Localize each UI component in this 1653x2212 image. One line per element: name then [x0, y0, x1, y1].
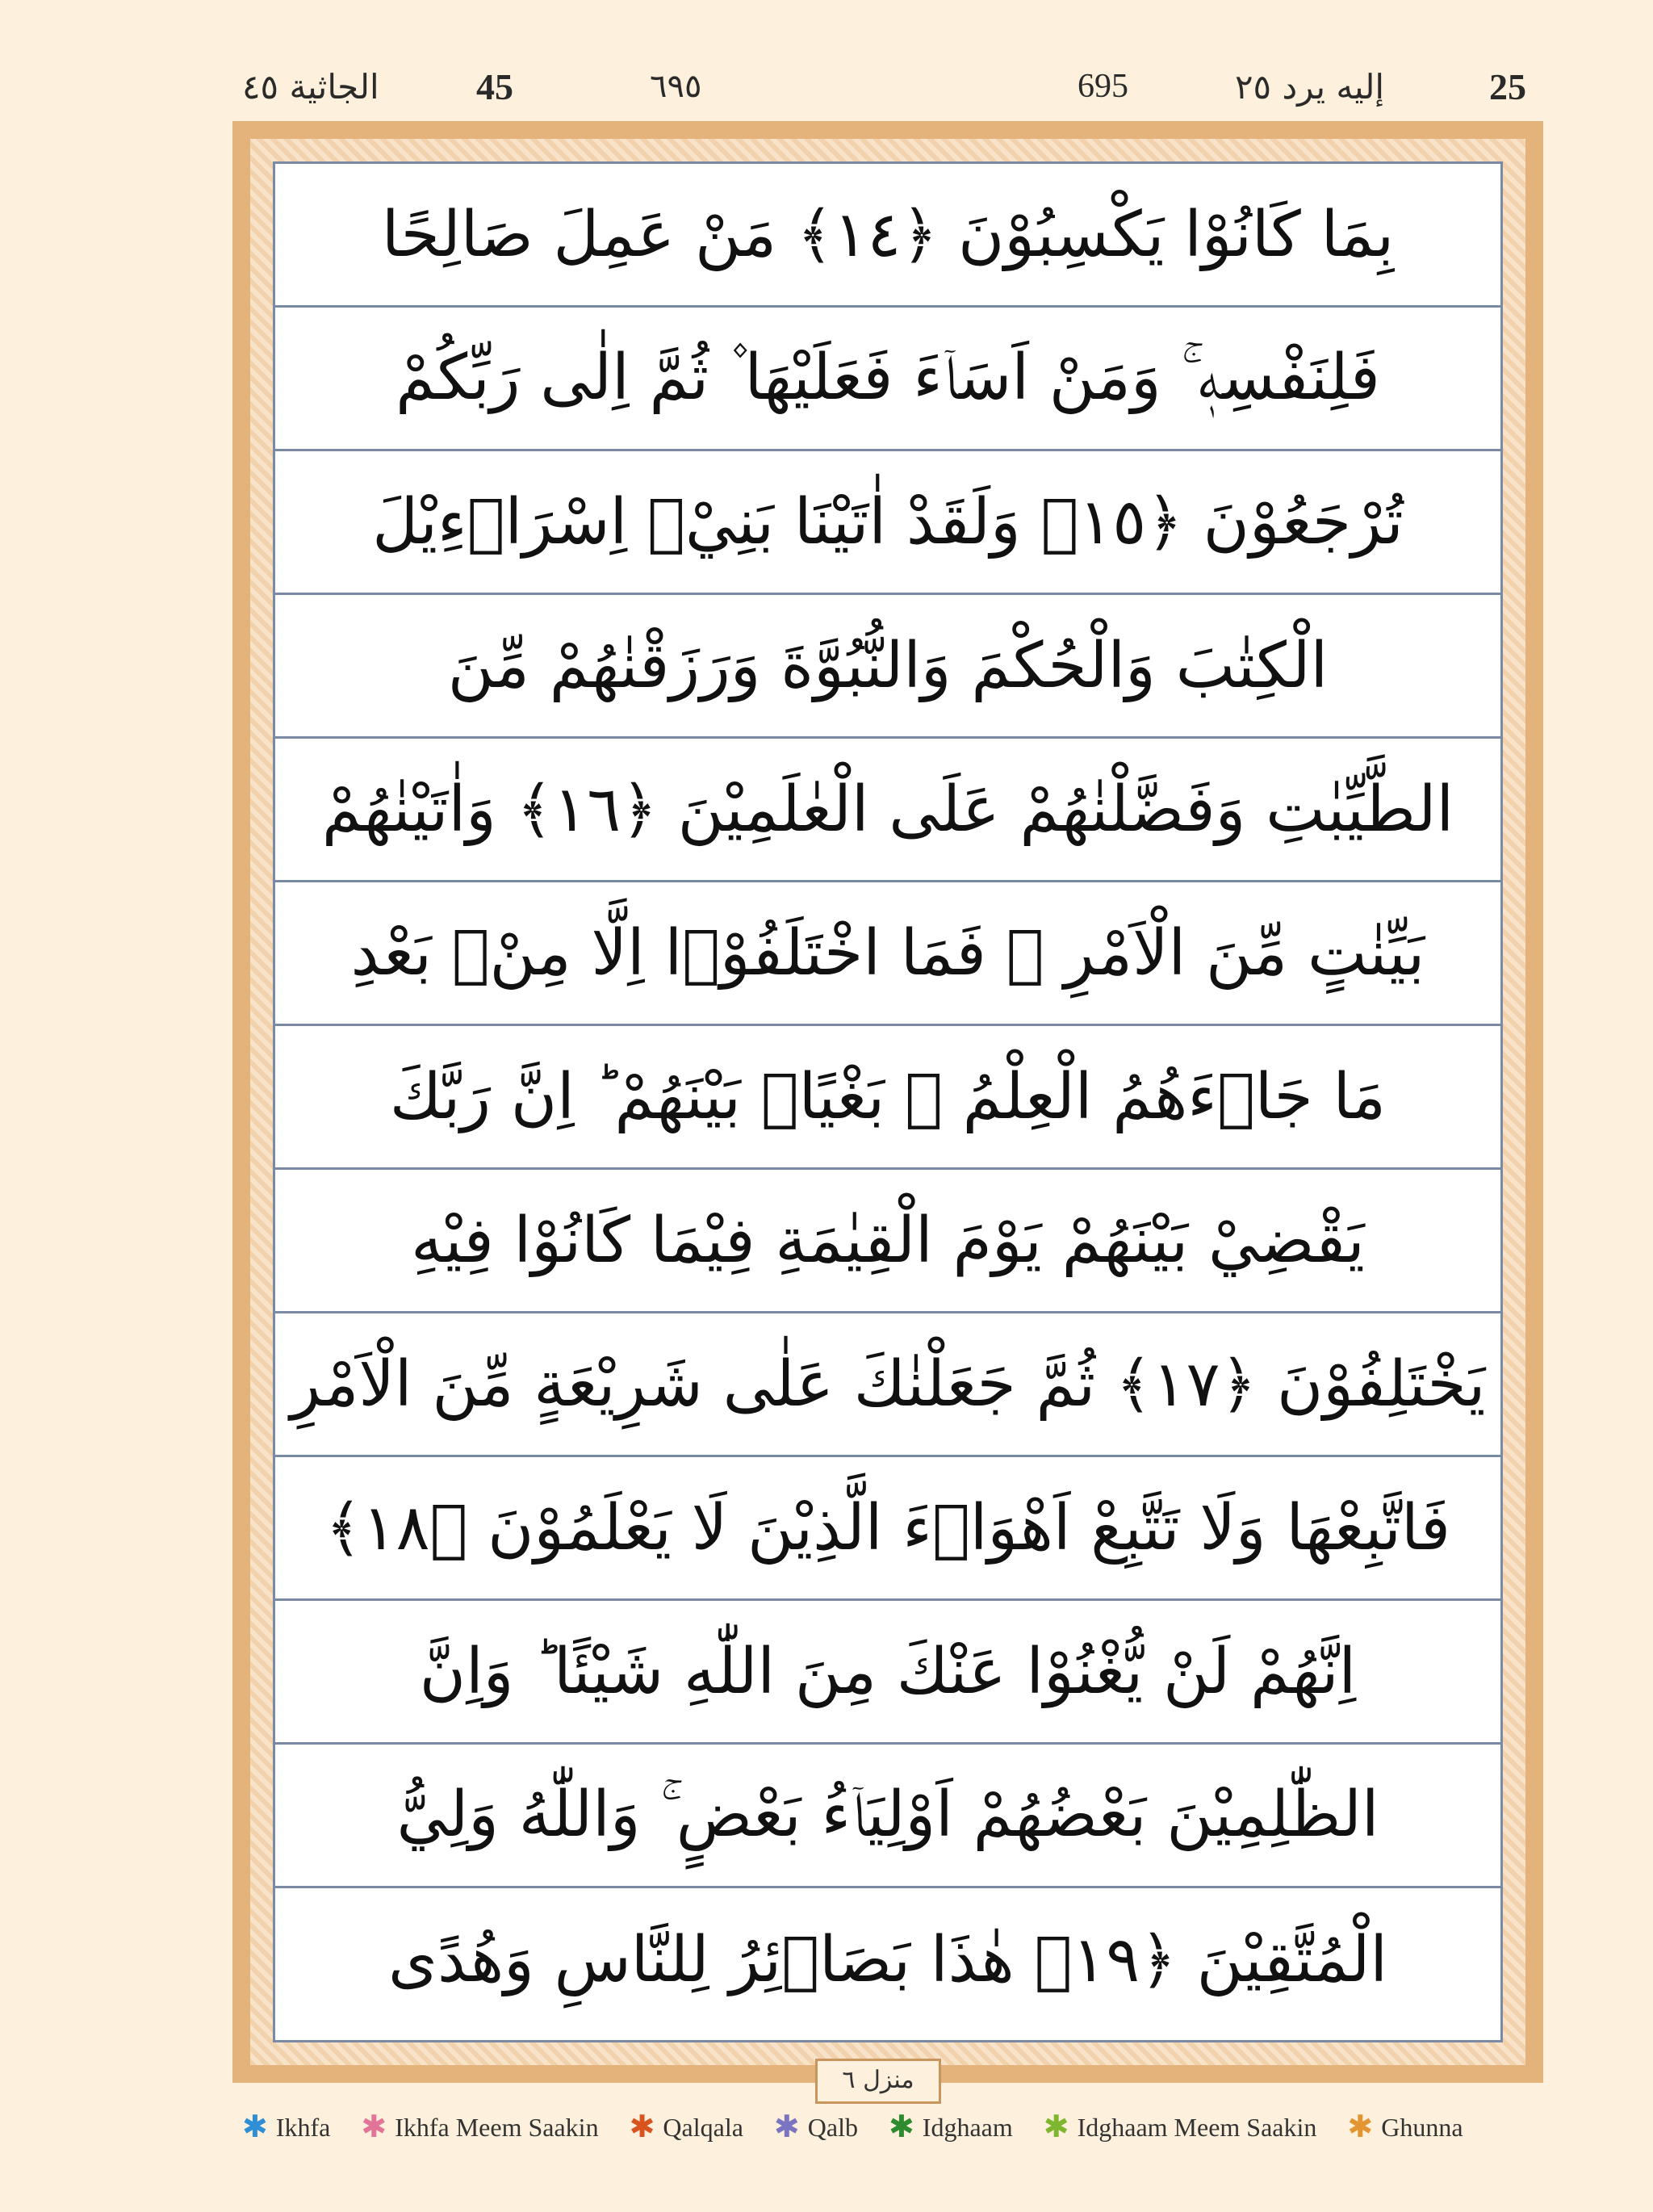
verse-line-5: الطَّيِّبٰتِ وَفَضَّلْنٰهُمْ عَلَى الْعٰلَمِيْنَ ﴿١٦﴾ وَاٰتَيْنٰهُمْ: [275, 739, 1500, 882]
page-number: 695: [1078, 68, 1128, 105]
verse-line-2: فَلِنَفْسِهٖ ۚ وَمَنْ اَسَاۤءَ فَعَلَيْهَا ۫ ثُمَّ اِلٰى رَبِّكُمْ: [275, 308, 1500, 451]
verse-line-3: تُرْجَعُوْنَ ﴿١٥﴾ وَلَقَدْ اٰتَيْنَا بَنِيْۤ اِسْرَاۤءِيْلَ: [275, 451, 1500, 595]
page-number-arabic: ٦٩٥: [650, 68, 702, 105]
page-header: [242, 57, 1550, 117]
surah-name-arabic: الجاثية ٤٥: [242, 67, 379, 107]
legend-item-qalqala: [630, 2112, 743, 2143]
legend-item-idghaam-meem-saakin: [1044, 2112, 1317, 2143]
star-icon: ✱: [629, 2110, 655, 2144]
tajweed-legend: [242, 2103, 1550, 2151]
star-icon: ✱: [361, 2110, 387, 2144]
legend-label: Ikhfa Meem Saakin: [395, 2112, 599, 2142]
star-icon: ✱: [242, 2110, 268, 2144]
juz-number: 25: [1489, 66, 1526, 107]
manzil-marker: منزل ٦: [815, 2059, 941, 2104]
legend-label: Ghunna: [1381, 2112, 1463, 2142]
verse-line-1: بِمَا كَانُوْا يَكْسِبُوْنَ ﴿١٤﴾ مَنْ عَمِلَ صَالِحًا: [275, 164, 1500, 308]
star-icon: ✱: [1043, 2110, 1069, 2144]
surah-number: 45: [476, 66, 513, 107]
verse-line-11: اِنَّهُمْ لَنْ يُّغْنُوْا عَنْكَ مِنَ اللّٰهِ شَيْئًا ؕ وَاِنَّ: [275, 1601, 1500, 1745]
verse-line-7: مَا جَاۤءَهُمُ الْعِلْمُ ۙ بَغْيًاۢ بَيْنَهُمْ ؕ اِنَّ رَبَّكَ: [275, 1026, 1500, 1170]
legend-item-ghunna: [1347, 2112, 1463, 2143]
legend-item-ikhfa: [242, 2112, 330, 2143]
verse-line-6: بَيِّنٰتٍ مِّنَ الْاَمْرِ ۚ فَمَا اخْتَلَفُوْۤا اِلَّا مِنْۢ بَعْدِ: [275, 882, 1500, 1026]
legend-label: Idghaam Meem Saakin: [1077, 2112, 1317, 2142]
verse-line-8: يَقْضِيْ بَيْنَهُمْ يَوْمَ الْقِيٰمَةِ فِيْمَا كَانُوْا فِيْهِ: [275, 1170, 1500, 1313]
legend-label: Ikhfa: [275, 2112, 331, 2142]
verse-line-9: يَخْتَلِفُوْنَ ﴿١٧﴾ ثُمَّ جَعَلْنٰكَ عَلٰى شَرِيْعَةٍ مِّنَ الْاَمْرِ: [275, 1313, 1500, 1457]
verse-line-4: الْكِتٰبَ وَالْحُكْمَ وَالنُّبُوَّةَ وَرَزَقْنٰهُمْ مِّنَ: [275, 595, 1500, 739]
star-icon: ✱: [1347, 2110, 1374, 2144]
legend-item-idghaam: [889, 2112, 1013, 2143]
star-icon: ✱: [773, 2110, 800, 2144]
legend-label: Idghaam: [922, 2112, 1013, 2142]
star-icon: ✱: [888, 2110, 914, 2144]
legend-label: Qalb: [807, 2112, 858, 2142]
juz-name-arabic: إليه يرد ٢٥: [1235, 67, 1385, 107]
legend-label: Qalqala: [663, 2112, 743, 2142]
ornamental-frame: [232, 121, 1543, 2083]
verse-line-12: الظّٰلِمِيْنَ بَعْضُهُمْ اَوْلِيَاۤءُ بَعْضٍ ۚ وَاللّٰهُ وَلِيُّ: [275, 1745, 1500, 1888]
legend-item-ikhfa-meem-saakin: [361, 2112, 598, 2143]
verse-line-13: الْمُتَّقِيْنَ ﴿١٩﴾ هٰذَا بَصَاۤئِرُ لِلنَّاسِ وَهُدًى: [387, 1924, 1388, 1996]
verse-line-10: فَاتَّبِعْهَا وَلَا تَتَّبِعْ اَهْوَاۤءَ الَّذِيْنَ لَا يَعْلَمُوْنَ ﴿١٨﴾: [275, 1457, 1500, 1601]
legend-item-qalb: [774, 2112, 858, 2143]
text-panel: [273, 161, 1503, 2042]
